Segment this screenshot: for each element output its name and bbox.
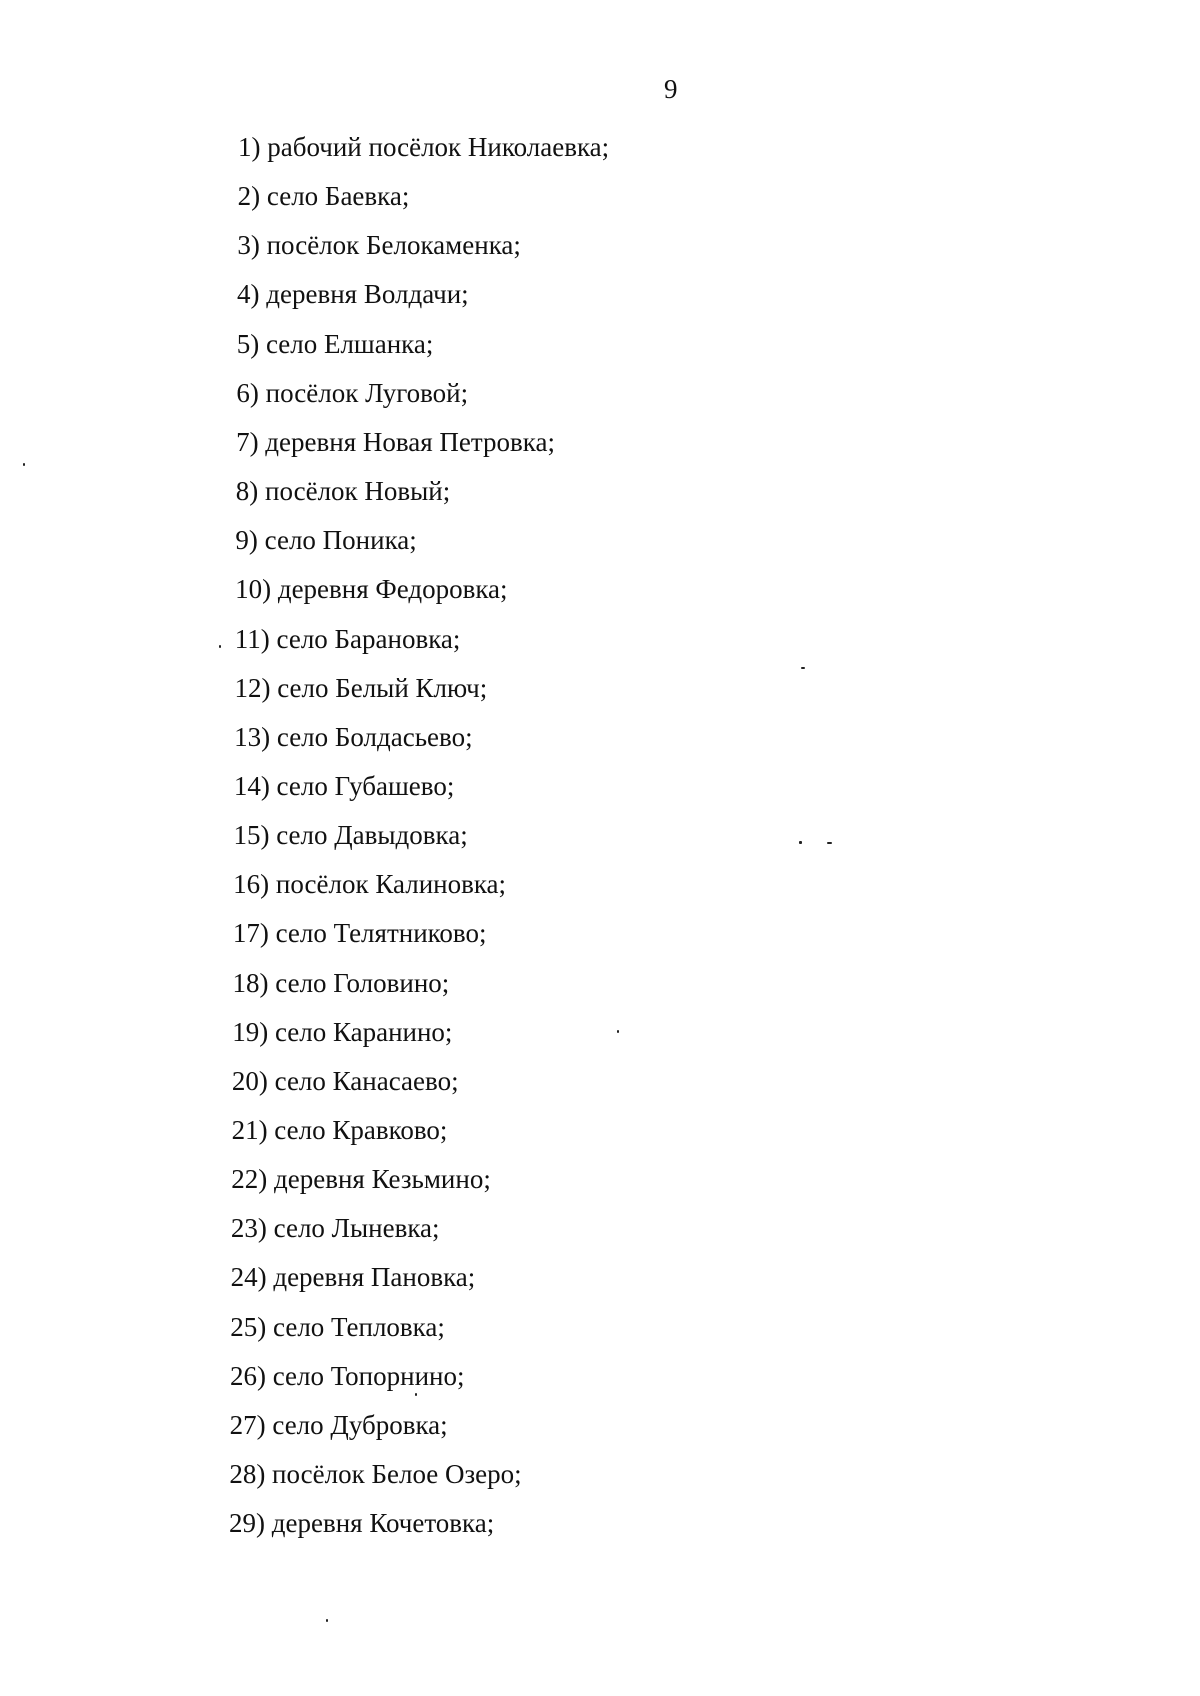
list-item: 18) село Головино; xyxy=(232,967,450,998)
list-item: 14) село Губашево; xyxy=(233,770,455,801)
list-item: 4) деревня Волдачи; xyxy=(237,279,469,310)
page-number: 9 xyxy=(664,74,678,104)
list-item: 5) село Елшанка; xyxy=(236,328,434,359)
list-item: 9) село Поника; xyxy=(235,525,417,556)
list-item: 21) село Кравково; xyxy=(231,1115,448,1145)
scan-speck xyxy=(617,1030,619,1033)
list-item: 22) деревня Кезьмино; xyxy=(231,1164,491,1195)
list-item: 8) посёлок Новый; xyxy=(235,476,451,507)
list-item: 11) село Барановка; xyxy=(234,623,461,654)
list-item: 29) деревня Кочетовка; xyxy=(229,1508,495,1539)
list-item: 7) деревня Новая Петровка; xyxy=(236,426,555,457)
list-item: 2) село Баевка; xyxy=(237,181,410,212)
list-item: 13) село Болдасьево; xyxy=(234,721,473,752)
list-item: 16) посёлок Калиновка; xyxy=(233,869,507,900)
scan-speck xyxy=(326,1619,328,1622)
list-item: 27) село Дубровка; xyxy=(229,1409,448,1440)
list-item: 19) село Каранино; xyxy=(232,1016,453,1047)
scan-speck xyxy=(801,667,805,669)
list-item: 23) село Лыневка; xyxy=(230,1213,440,1244)
list-item: 6) посёлок Луговой; xyxy=(236,377,469,408)
scan-speck xyxy=(415,1393,417,1396)
list-item: 20) село Канасаево; xyxy=(231,1065,459,1096)
scan-speck xyxy=(799,841,802,844)
list-item: 28) посёлок Белое Озеро; xyxy=(229,1459,522,1490)
list-item: 3) посёлок Белокаменка; xyxy=(237,230,521,261)
list-item: 15) село Давыдовка; xyxy=(233,820,468,851)
scan-speck xyxy=(219,645,221,648)
list-item: 25) село Тепловка; xyxy=(230,1311,445,1342)
scan-speck xyxy=(827,842,832,844)
list-item: 24) деревня Пановка; xyxy=(230,1262,476,1293)
list-item: 1) рабочий посёлок Николаевка; xyxy=(238,132,610,162)
scan-speck xyxy=(23,463,25,466)
list-item: 12) село Белый Ключ; xyxy=(234,672,488,703)
list-item: 26) село Топорнино; xyxy=(229,1360,465,1391)
list-item: 17) село Телятниково; xyxy=(232,918,487,949)
list-item: 10) деревня Федоровка; xyxy=(235,574,508,605)
